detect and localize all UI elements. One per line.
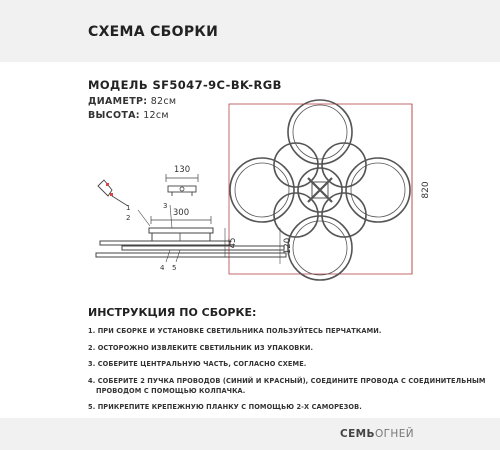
part-5-label: 5 xyxy=(172,264,177,272)
instruction-step: 4. СОБЕРИТЕ 2 ПУЧКА ПРОВОДОВ (СИНИЙ И КРАСНЫЙ), СОЕДИНИТЕ ПРОВОДА С СОЕДИНИТЕЛЬНЫМ ПРОВОДОМ С ПОМОЩЬЮ КОЛПАЧКА. xyxy=(88,376,486,395)
part-2-label: 2 xyxy=(126,214,131,222)
parts-callouts xyxy=(98,180,180,272)
dim-45-label: 45 xyxy=(228,237,238,249)
dim-130-label: 130 xyxy=(173,165,191,175)
part-3-label: 3 xyxy=(163,202,168,210)
model-label: МОДЕЛЬ SF5047-9C-BK-RGB xyxy=(88,78,282,92)
instruction-step: 3. СОБЕРИТЕ ЦЕНТРАЛЬНУЮ ЧАСТЬ, СОГЛАСНО СХЕМЕ. xyxy=(88,360,307,369)
page-title: СХЕМА СБОРКИ xyxy=(88,24,219,40)
ring-left xyxy=(230,158,294,222)
ring-right xyxy=(346,158,410,222)
height-label: ВЫСОТА: xyxy=(88,110,140,121)
part-4-label: 4 xyxy=(160,264,165,272)
dim-300-label: 300 xyxy=(172,208,190,218)
dim-820-label: 820 xyxy=(421,181,431,199)
height-value: 12см xyxy=(143,110,169,121)
diameter-label: ДИАМЕТР: xyxy=(88,96,148,107)
brand-logo: СЕМЬОГНЕЙ xyxy=(340,428,414,440)
instruction-step: 1. ПРИ СБОРКЕ И УСТАНОВКЕ СВЕТИЛЬНИКА ПОЛЬЗУЙТЕСЬ ПЕРЧАТКАМИ. xyxy=(88,327,382,335)
ring-bottom xyxy=(288,216,352,280)
part-1-label: 1 xyxy=(126,204,131,212)
brand-footer xyxy=(0,418,500,450)
ring-top xyxy=(288,100,352,164)
instruction-step: 2. ОСТОРОЖНО ИЗВЛЕКИТЕ СВЕТИЛЬНИК ИЗ УПАКОВКИ. xyxy=(88,343,314,352)
instructions-title: ИНСТРУКЦИЯ ПО СБОРКЕ: xyxy=(88,306,257,319)
diameter-value: 82см xyxy=(150,96,177,107)
instruction-step: 5. ПРИКРЕПИТЕ КРЕПЕЖНУЮ ПЛАНКУ С ПОМОЩЬЮ 2-Х САМОРЕЗОВ. xyxy=(88,403,362,412)
screwdriver-icon xyxy=(98,180,112,196)
dim-120-label: 120 xyxy=(283,237,293,255)
dim-820 xyxy=(412,104,431,274)
